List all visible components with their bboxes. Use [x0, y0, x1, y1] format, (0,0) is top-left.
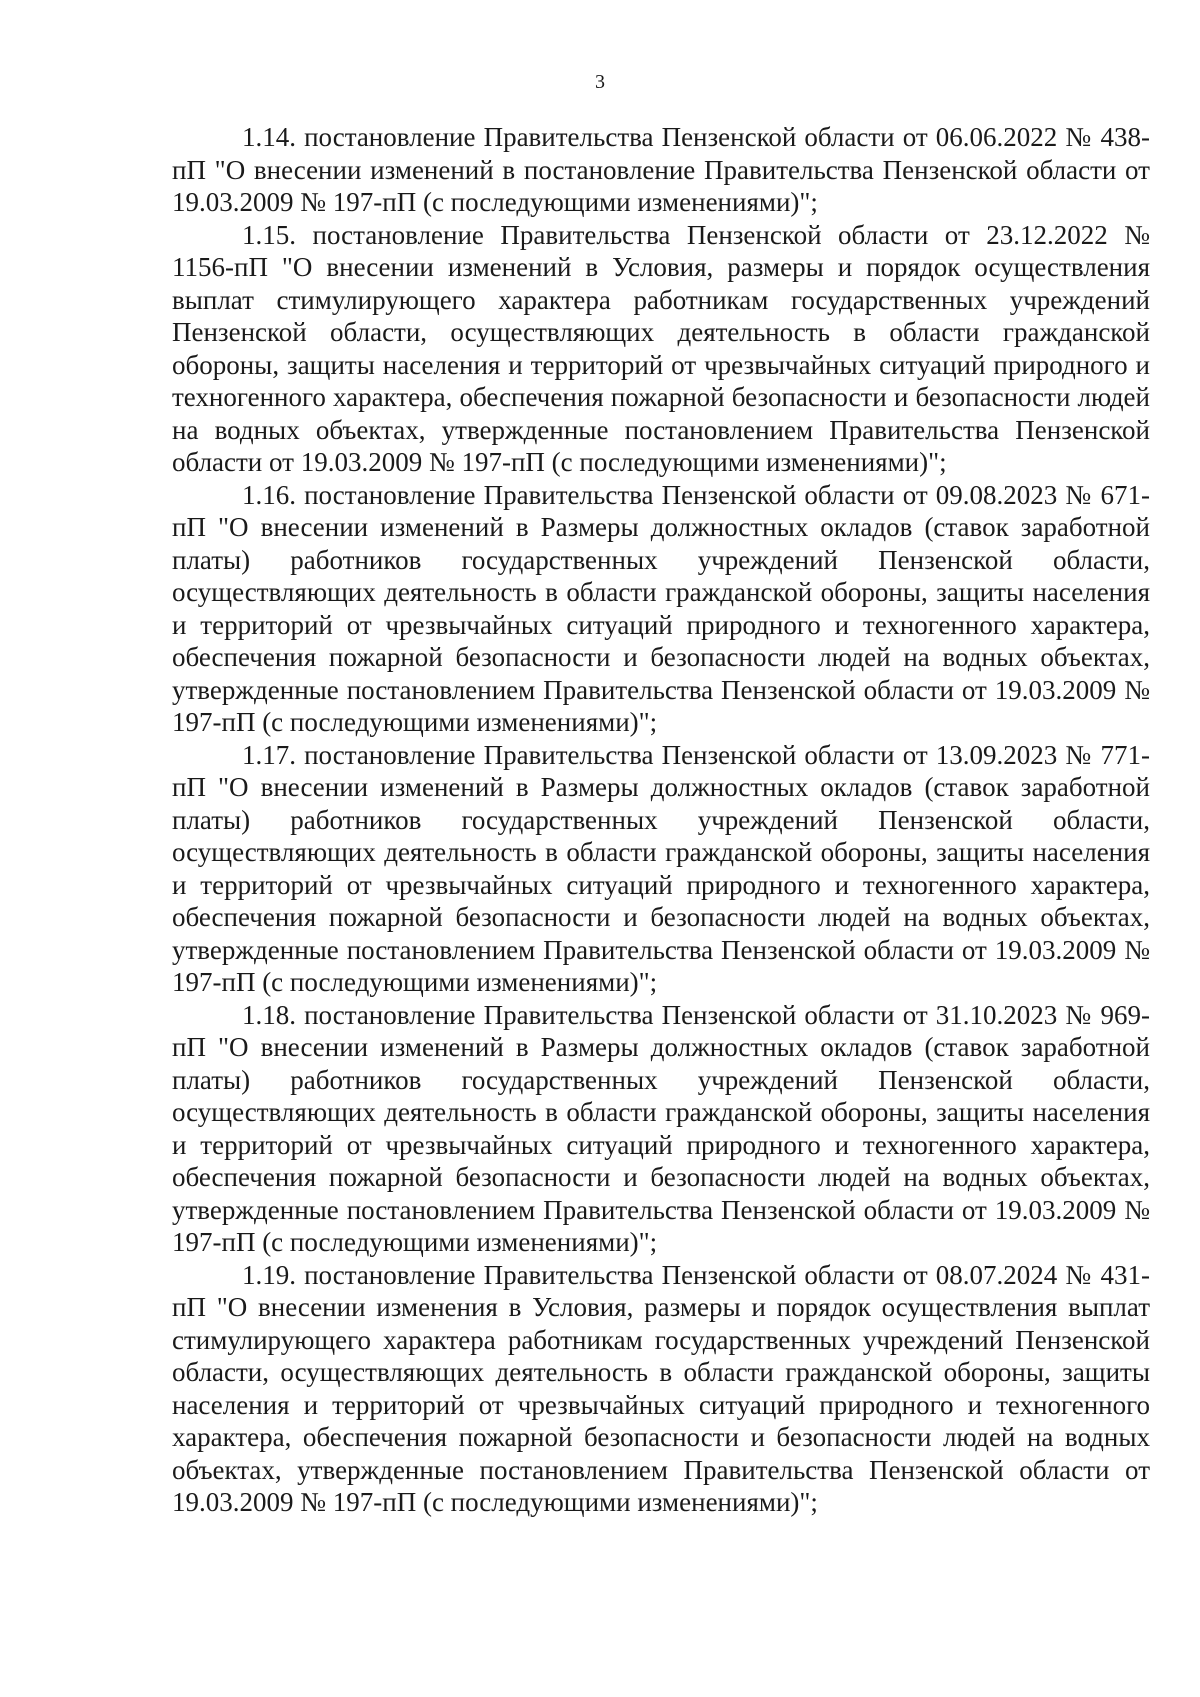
item-number: 1.15.	[242, 219, 296, 250]
list-item-1-18	[172, 999, 1150, 1259]
item-text: постановление Правительства Пензенской области от 13.09.2023 № 771-пП "О внесении изменений в Размеры должностных окладов (ставок заработной платы) работников государственных учреждений Пензенской области, осуществляющих деятельность в области гражданской обороны, защиты населения и территорий от чрезвычайных ситуаций природного и техногенного характера, обеспечения пожарной безопасности и безопасности людей на водных объектах, утвержденные постановлением Правительства Пензенской области от 19.03.2009 № 197-пП (с последующими изменениями)";	[172, 739, 1150, 997]
item-text: постановление Правительства Пензенской области от 09.08.2023 № 671-пП "О внесении изменений в Размеры должностных окладов (ставок заработной платы) работников государственных учреждений Пензенской области, осуществляющих деятельность в области гражданской обороны, защиты населения и территорий от чрезвычайных ситуаций природного и техногенного характера, обеспечения пожарной безопасности и безопасности людей на водных объектах, утвержденные постановлением Правительства Пензенской области от 19.03.2009 № 197-пП (с последующими изменениями)";	[172, 479, 1150, 737]
list-item-1-15	[172, 219, 1150, 479]
item-text: постановление Правительства Пензенской области от 23.12.2022 № 1156-пП "О внесении изменений в Условия, размеры и порядок осуществления выплат стимулирующего характера работникам государственных учреждений Пензенской области, осуществляющих деятельность в области гражданской обороны, защиты населения и территорий от чрезвычайных ситуаций природного и техногенного характера, обеспечения пожарной безопасности и безопасности людей на водных объектах, утвержденные постановлением Правительства Пензенской области от 19.03.2009 № 197-пП (с последующими изменениями)";	[172, 219, 1151, 477]
item-text: постановление Правительства Пензенской области от 08.07.2024 № 431-пП "О внесении изменения в Условия, размеры и порядок осуществления выплат стимулирующего характера работникам государственных учреждений Пензенской области, осуществляющих деятельность в области гражданской обороны, защиты населения и территорий от чрезвычайных ситуаций природного и техногенного характера, обеспечения пожарной безопасности и безопасности людей на водных объектах, утвержденные постановлением Правительства Пензенской области от 19.03.2009 № 197-пП (с последующими изменениями)";	[172, 1259, 1150, 1517]
item-number: 1.18.	[242, 999, 296, 1030]
page-number: 3	[595, 71, 605, 93]
list-item-1-14	[172, 121, 1150, 219]
document-body	[172, 121, 1150, 1519]
list-item-1-17	[172, 739, 1150, 999]
item-number: 1.14.	[242, 122, 296, 152]
item-text: постановление Правительства Пензенской области от 31.10.2023 № 969-пП "О внесении изменений в Размеры должностных окладов (ставок заработной платы) работников государственных учреждений Пензенской области, осуществляющих деятельность в области гражданской обороны, защиты населения и территорий от чрезвычайных ситуаций природного и техногенного характера, обеспечения пожарной безопасности и безопасности людей на водных объектах, утвержденные постановлением Правительства Пензенской области от 19.03.2009 № 197-пП (с последующими изменениями)";	[172, 999, 1150, 1257]
item-number: 1.17.	[242, 739, 296, 770]
item-number: 1.16.	[242, 479, 296, 510]
item-text: постановление Правительства Пензенской области от 06.06.2022 № 438-пП "О внесении изменений в постановление Правительства Пензенской области от 19.03.2009 № 197-пП (с последующими изменениями)";	[172, 122, 1150, 217]
list-item-1-16	[172, 479, 1150, 739]
list-item-1-19	[172, 1259, 1150, 1519]
item-number: 1.19.	[242, 1259, 296, 1290]
